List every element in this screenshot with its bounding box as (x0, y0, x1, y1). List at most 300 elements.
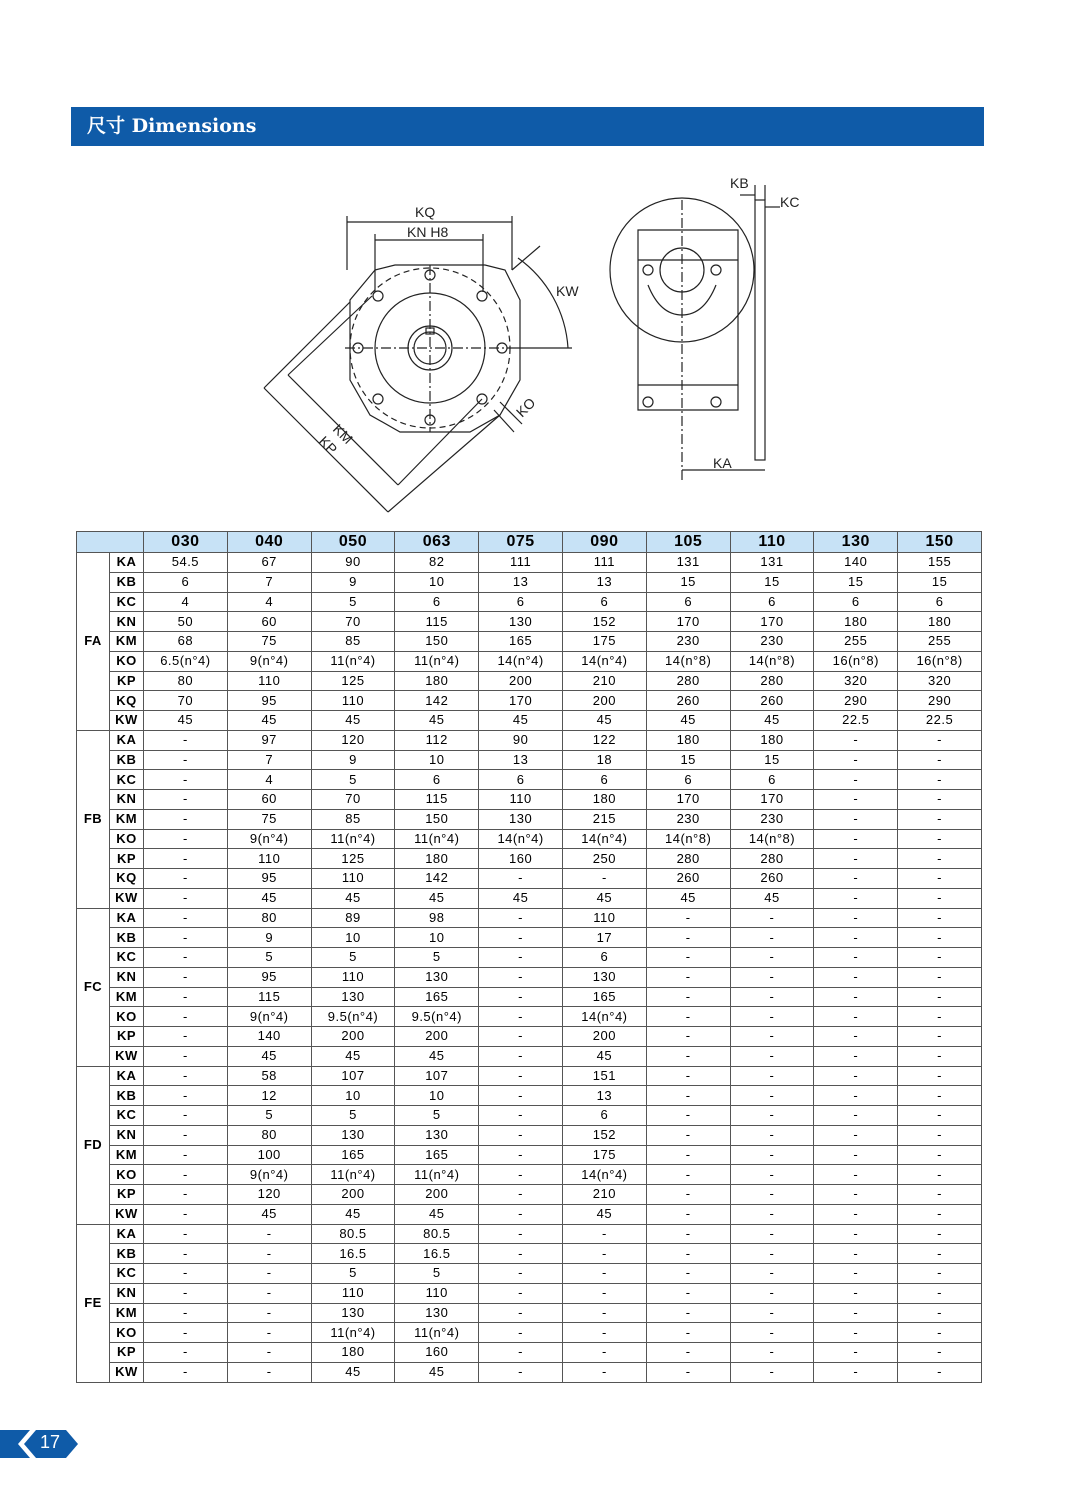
table-cell: - (730, 1224, 814, 1244)
table-row (77, 770, 982, 790)
table-cell: 54.5 (144, 553, 228, 573)
table-cell: - (144, 829, 228, 849)
table-cell: 45 (144, 711, 228, 731)
table-row (77, 809, 982, 829)
column-header: 030 (144, 532, 228, 553)
label-kn: KN H8 (407, 224, 449, 240)
table-cell: 200 (562, 691, 646, 711)
table-cell: 45 (395, 888, 479, 908)
table-cell: 180 (730, 730, 814, 750)
dimension-code: KA (110, 553, 144, 573)
table-cell: 9(n°4) (227, 1165, 311, 1185)
table-cell: - (646, 1007, 730, 1027)
table-cell: 15 (646, 572, 730, 592)
dimension-code: KN (110, 967, 144, 987)
table-cell: 130 (562, 967, 646, 987)
table-row (77, 592, 982, 612)
table-cell: - (898, 888, 982, 908)
table-cell: - (646, 1046, 730, 1066)
table-cell: - (730, 1165, 814, 1185)
table-cell: - (144, 888, 228, 908)
label-kw: KW (556, 283, 579, 299)
table-cell: 5 (227, 948, 311, 968)
table-cell: - (144, 1066, 228, 1086)
table-cell: - (730, 1362, 814, 1382)
table-cell: - (814, 869, 898, 889)
table-cell: 4 (144, 592, 228, 612)
table-row (77, 1145, 982, 1165)
table-cell: - (144, 987, 228, 1007)
section-header (71, 107, 984, 146)
dimension-code: KB (110, 572, 144, 592)
table-cell: 142 (395, 869, 479, 889)
dimension-code: KA (110, 730, 144, 750)
table-cell: 12 (227, 1086, 311, 1106)
label-kq: KQ (415, 204, 436, 220)
dimension-code: KO (110, 1007, 144, 1027)
dimension-code: KO (110, 1165, 144, 1185)
table-cell: 14(n°8) (730, 829, 814, 849)
table-cell: 260 (646, 869, 730, 889)
table-cell: 13 (479, 572, 563, 592)
table-cell: 45 (227, 711, 311, 731)
table-cell: - (646, 1283, 730, 1303)
table-cell: 175 (562, 1145, 646, 1165)
table-cell: - (730, 1086, 814, 1106)
column-header: 090 (562, 532, 646, 553)
table-cell: - (730, 948, 814, 968)
table-cell: 6 (562, 770, 646, 790)
table-cell: - (898, 1244, 982, 1264)
table-cell: 45 (562, 711, 646, 731)
group-label: FB (77, 730, 110, 908)
table-cell: - (814, 1165, 898, 1185)
table-row (77, 1106, 982, 1126)
table-cell: - (144, 1303, 228, 1323)
table-cell: - (814, 908, 898, 928)
table-row (77, 572, 982, 592)
table-row (77, 928, 982, 948)
table-cell: - (898, 1027, 982, 1047)
table-cell: - (479, 1046, 563, 1066)
table-cell: - (479, 1204, 563, 1224)
table-cell: 130 (479, 809, 563, 829)
table-cell: 11(n°4) (311, 1165, 395, 1185)
table-cell: 280 (730, 849, 814, 869)
dimension-code: KW (110, 1204, 144, 1224)
table-cell: - (814, 1323, 898, 1343)
table-cell: - (898, 987, 982, 1007)
table-cell: 9 (311, 750, 395, 770)
table-cell: 22.5 (898, 711, 982, 731)
table-cell: - (227, 1264, 311, 1284)
table-cell: 6 (646, 592, 730, 612)
table-cell: 290 (814, 691, 898, 711)
table-cell: - (814, 1145, 898, 1165)
table-cell: 165 (311, 1145, 395, 1165)
table-cell: - (814, 1303, 898, 1323)
table-cell: 15 (730, 572, 814, 592)
table-cell: - (144, 1244, 228, 1264)
table-cell: 45 (395, 1362, 479, 1382)
table-cell: 110 (227, 671, 311, 691)
table-cell: 5 (227, 1106, 311, 1126)
dimension-code: KP (110, 849, 144, 869)
table-cell: 152 (562, 1125, 646, 1145)
table-row (77, 1244, 982, 1264)
table-cell: 7 (227, 750, 311, 770)
table-cell: - (144, 928, 228, 948)
table-cell: 200 (562, 1027, 646, 1047)
column-header: 105 (646, 532, 730, 553)
table-cell: - (898, 750, 982, 770)
table-cell: - (227, 1303, 311, 1323)
column-header: 040 (227, 532, 311, 553)
table-cell: - (479, 1264, 563, 1284)
table-row (77, 1007, 982, 1027)
table-cell: 15 (730, 750, 814, 770)
table-cell: - (562, 1224, 646, 1244)
table-cell: - (814, 1007, 898, 1027)
table-cell: 110 (311, 1283, 395, 1303)
table-cell: 45 (562, 1046, 646, 1066)
table-cell: 150 (395, 632, 479, 652)
table-cell: 6 (562, 1106, 646, 1126)
table-cell: - (144, 908, 228, 928)
table-cell: 200 (311, 1185, 395, 1205)
table-cell: - (814, 1027, 898, 1047)
table-cell: - (730, 1303, 814, 1323)
table-cell: - (479, 1303, 563, 1323)
table-cell: 180 (898, 612, 982, 632)
table-cell: 140 (814, 553, 898, 573)
table-cell: - (898, 1204, 982, 1224)
table-cell: - (730, 1125, 814, 1145)
table-cell: 6 (646, 770, 730, 790)
table-cell: 9 (311, 572, 395, 592)
table-cell: 95 (227, 869, 311, 889)
table-cell: - (227, 1323, 311, 1343)
table-cell: 5 (311, 770, 395, 790)
table-row (77, 1283, 982, 1303)
table-row (77, 1066, 982, 1086)
table-cell: - (730, 1027, 814, 1047)
dimension-code: KM (110, 1303, 144, 1323)
dimension-code: KC (110, 1106, 144, 1126)
table-cell: 15 (814, 572, 898, 592)
table-cell: 22.5 (814, 711, 898, 731)
table-cell: 80.5 (395, 1224, 479, 1244)
label-kp: KP (315, 432, 341, 458)
table-cell: 90 (311, 553, 395, 573)
table-cell: 280 (646, 671, 730, 691)
table-cell: - (479, 1323, 563, 1343)
table-cell: - (144, 1323, 228, 1343)
table-cell: - (730, 1066, 814, 1086)
table-cell: 10 (395, 1086, 479, 1106)
table-cell: - (144, 849, 228, 869)
table-cell: 68 (144, 632, 228, 652)
table-cell: 170 (479, 691, 563, 711)
table-cell: 14(n°4) (562, 651, 646, 671)
table-cell: 45 (311, 711, 395, 731)
table-cell: 15 (898, 572, 982, 592)
table-row (77, 849, 982, 869)
table-cell: - (227, 1343, 311, 1363)
table-cell: 80.5 (311, 1224, 395, 1244)
dimension-code: KM (110, 809, 144, 829)
table-cell: 107 (395, 1066, 479, 1086)
table-cell: - (898, 1046, 982, 1066)
table-cell: 82 (395, 553, 479, 573)
table-cell: - (730, 1046, 814, 1066)
table-cell: - (479, 1066, 563, 1086)
table-cell: 70 (311, 790, 395, 810)
table-cell: 200 (479, 671, 563, 691)
table-cell: - (479, 1007, 563, 1027)
table-cell: 122 (562, 730, 646, 750)
table-cell: - (562, 1362, 646, 1382)
table-cell: 9.5(n°4) (311, 1007, 395, 1027)
table-cell: - (646, 1165, 730, 1185)
dimension-code: KP (110, 1185, 144, 1205)
table-cell: 6 (144, 572, 228, 592)
table-cell: 110 (562, 908, 646, 928)
table-cell: 260 (730, 691, 814, 711)
table-cell: - (898, 869, 982, 889)
table-cell: - (898, 967, 982, 987)
table-cell: 6 (395, 592, 479, 612)
table-row (77, 1086, 982, 1106)
table-cell: 130 (395, 1303, 479, 1323)
table-cell: - (898, 1224, 982, 1244)
table-cell: 70 (144, 691, 228, 711)
table-cell: 45 (730, 888, 814, 908)
table-cell: 6 (730, 770, 814, 790)
table-row (77, 612, 982, 632)
column-header: 063 (395, 532, 479, 553)
table-cell: 45 (562, 1204, 646, 1224)
group-label: FE (77, 1224, 110, 1382)
table-cell: 95 (227, 967, 311, 987)
dimension-code: KO (110, 829, 144, 849)
table-cell: 45 (311, 1362, 395, 1382)
table-cell: - (730, 928, 814, 948)
table-cell: - (814, 750, 898, 770)
table-cell: - (562, 1343, 646, 1363)
table-cell: - (144, 1165, 228, 1185)
table-cell: - (898, 1323, 982, 1343)
table-cell: - (898, 948, 982, 968)
table-cell: 14(n°4) (562, 1007, 646, 1027)
table-row (77, 651, 982, 671)
table-cell: 14(n°8) (646, 651, 730, 671)
dimension-code: KC (110, 1264, 144, 1284)
table-cell: 290 (898, 691, 982, 711)
table-cell: - (144, 770, 228, 790)
table-cell: - (814, 1125, 898, 1145)
table-cell: - (479, 1362, 563, 1382)
dimension-code: KB (110, 750, 144, 770)
label-kb: KB (730, 175, 749, 191)
label-km: KM (329, 420, 357, 447)
table-cell: 5 (395, 948, 479, 968)
table-cell: - (814, 730, 898, 750)
table-cell: 140 (227, 1027, 311, 1047)
table-cell: 125 (311, 671, 395, 691)
table-cell: 175 (562, 632, 646, 652)
table-row (77, 1027, 982, 1047)
table-cell: - (646, 1185, 730, 1205)
dimension-code: KM (110, 1145, 144, 1165)
table-row (77, 948, 982, 968)
table-row (77, 1224, 982, 1244)
column-header: 130 (814, 532, 898, 553)
table-cell: 95 (227, 691, 311, 711)
table-cell: - (814, 1264, 898, 1284)
table-cell: 165 (562, 987, 646, 1007)
table-cell: 6 (814, 592, 898, 612)
dimension-code: KW (110, 1046, 144, 1066)
table-cell: - (479, 1145, 563, 1165)
table-cell: 80 (144, 671, 228, 691)
table-cell: 280 (730, 671, 814, 691)
column-header: 150 (898, 532, 982, 553)
table-row (77, 691, 982, 711)
table-cell: - (646, 1362, 730, 1382)
table-cell: 165 (395, 1145, 479, 1165)
table-cell: - (144, 730, 228, 750)
table-cell: 6 (395, 770, 479, 790)
table-cell: 45 (395, 1046, 479, 1066)
table-cell: - (227, 1362, 311, 1382)
table-cell: 67 (227, 553, 311, 573)
table-cell: - (898, 730, 982, 750)
table-cell: - (646, 1264, 730, 1284)
table-row (77, 1165, 982, 1185)
table-cell: - (144, 1185, 228, 1205)
table-cell: 90 (479, 730, 563, 750)
table-cell: 115 (227, 987, 311, 1007)
table-cell: - (814, 1224, 898, 1244)
table-cell: 6 (562, 592, 646, 612)
group-label: FD (77, 1066, 110, 1224)
column-header: 050 (311, 532, 395, 553)
column-header: 110 (730, 532, 814, 553)
table-cell: 180 (395, 849, 479, 869)
dimension-code: KA (110, 908, 144, 928)
table-cell: - (562, 869, 646, 889)
table-cell: - (898, 770, 982, 790)
table-cell: 131 (646, 553, 730, 573)
table-row (77, 1125, 982, 1145)
table-row (77, 711, 982, 731)
dimension-code: KW (110, 711, 144, 731)
table-cell: 152 (562, 612, 646, 632)
table-cell: 11(n°4) (311, 651, 395, 671)
table-cell: 58 (227, 1066, 311, 1086)
table-cell: 45 (311, 888, 395, 908)
table-cell: - (730, 1264, 814, 1284)
table-cell: - (479, 1343, 563, 1363)
table-cell: - (144, 948, 228, 968)
table-cell: 9.5(n°4) (395, 1007, 479, 1027)
table-cell: - (898, 829, 982, 849)
table-cell: - (144, 1204, 228, 1224)
table-cell: 151 (562, 1066, 646, 1086)
table-cell: 16.5 (311, 1244, 395, 1264)
table-cell: 160 (479, 849, 563, 869)
table-cell: - (479, 1185, 563, 1205)
table-cell: - (646, 948, 730, 968)
table-cell: - (730, 1145, 814, 1165)
table-cell: - (646, 1027, 730, 1047)
table-cell: - (646, 1086, 730, 1106)
table-cell: - (562, 1244, 646, 1264)
table-cell: 110 (311, 967, 395, 987)
table-corner (77, 532, 144, 553)
dimension-code: KP (110, 1027, 144, 1047)
table-cell: 7 (227, 572, 311, 592)
table-cell: - (730, 967, 814, 987)
table-cell: - (814, 1046, 898, 1066)
table-cell: 17 (562, 928, 646, 948)
table-cell: 115 (395, 612, 479, 632)
table-cell: 320 (898, 671, 982, 691)
dimension-code: KN (110, 612, 144, 632)
table-cell: 165 (479, 632, 563, 652)
table-body (77, 553, 982, 1383)
table-cell: - (646, 1125, 730, 1145)
table-cell: 260 (646, 691, 730, 711)
table-cell: 80 (227, 908, 311, 928)
dimension-code: KQ (110, 869, 144, 889)
table-cell: - (646, 1244, 730, 1264)
table-cell: - (730, 1244, 814, 1264)
table-cell: - (898, 849, 982, 869)
table-cell: 11(n°4) (311, 829, 395, 849)
table-row (77, 829, 982, 849)
table-cell: 14(n°4) (479, 829, 563, 849)
table-row (77, 908, 982, 928)
table-cell: 180 (814, 612, 898, 632)
table-cell: 45 (646, 711, 730, 731)
table-cell: 11(n°4) (395, 1323, 479, 1343)
table-cell: 260 (730, 869, 814, 889)
table-cell: 112 (395, 730, 479, 750)
table-cell: - (144, 1125, 228, 1145)
table-cell: 6 (562, 948, 646, 968)
table-row (77, 750, 982, 770)
table-cell: 14(n°8) (730, 651, 814, 671)
table-cell: 14(n°4) (562, 829, 646, 849)
table-cell: - (479, 1224, 563, 1244)
table-cell: - (144, 750, 228, 770)
table-row (77, 632, 982, 652)
table-cell: 80 (227, 1125, 311, 1145)
table-cell: 9(n°4) (227, 651, 311, 671)
table-cell: 45 (562, 888, 646, 908)
table-cell: 180 (646, 730, 730, 750)
table-cell: 6 (898, 592, 982, 612)
table-cell: 111 (562, 553, 646, 573)
label-ka: KA (713, 455, 732, 471)
table-cell: - (144, 1224, 228, 1244)
table-cell: - (814, 1086, 898, 1106)
dimension-code: KQ (110, 691, 144, 711)
dimension-code: KA (110, 1224, 144, 1244)
table-cell: 60 (227, 790, 311, 810)
